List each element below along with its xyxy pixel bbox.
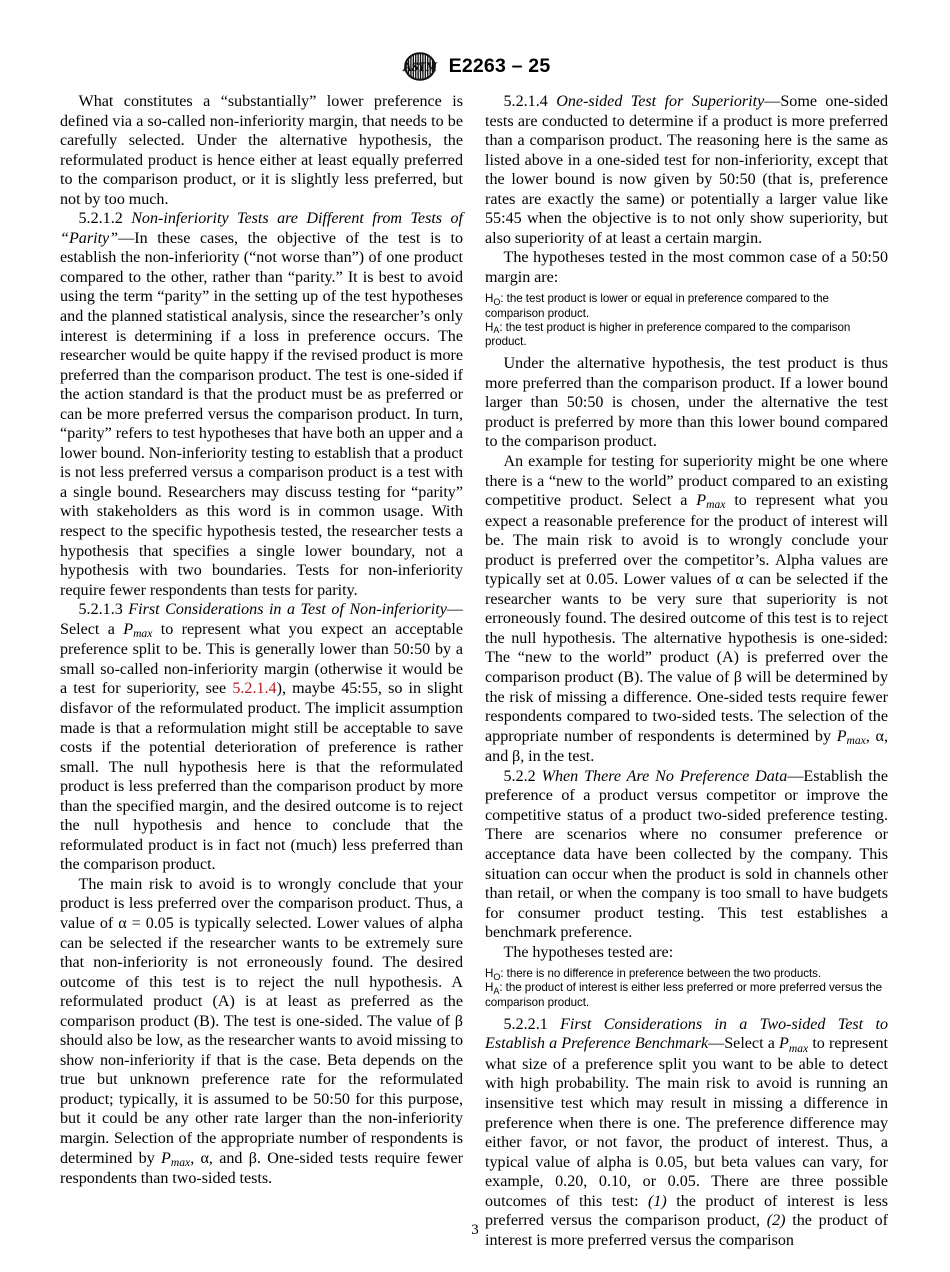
two-column-body [0,92,950,1250]
hypothesis-block-two-sided [485,967,888,1010]
paragraph-text-b: to represent what you expect a reasonable preference for the product of interest will be. The main risk to avoid is to wrongly conclude your product is preferred over the competitor’s. Alpha values are typically set at 0.05. Lower values of α can be selected if the researcher wants to be very sure that superiority is not erroneously found. The desired outcome of this test is to reject the null hypothesis. The alternative hypothesis is one-sided: The “new to the world” product (A) is preferred over the comparison product (B). The value of β will be determined by the risk of missing a difference. One-sided tests require fewer respondents compared to two-sided tests. The selection of the appropriate number of respondents is determined by [485,492,888,745]
paragraph-text-a: An example for testing for superiority might be one where there is a “new to the world” product compared to an existing competitive product. Select a [485,453,888,510]
section-5-2-1-3 [60,600,463,875]
section-5-2-1-4 [485,92,888,248]
em-dash: — [446,601,463,619]
paragraph-text-c: , α, and β, in the test. [485,727,888,766]
section-text-c: the product of interest is less preferred versus the comparison product, [485,1192,888,1230]
section-text-b: to represent what size of a preference split you want to be able to detect with high probability. The main risk to avoid is running an insensitive test which may result in missing a difference in preference when there is one. The preference difference may either favor, or not favor, the product of interest. Thus, a typical value of alpha is 0.05, but beta values can vary, for example, 0.20, 0.10, or 0.05. There are three possible outcomes of this test: [485,1035,888,1210]
section-text: In these cases, the objective of the test is to establish the non-inferiority (“not worse than”) of one product compared to the other, rather than “parity.” It is best to avoid using the term “parity” in the setting up of the test hypotheses and the planned statistical analysis, since the researcher’s only interest is determining if a loss in preference occurs. The researcher would be quite happy if the revised product is more preferred than the comparison product. The test is one-sided if the action standard is that the product must be as preferred or can be more preferred versus the comparison product. In turn, “parity” refers to test hypotheses that have both an upper and a lower bound. Non-inferiority testing to establish that a product is not less preferred versus a comparison product is a test with a single bound. Researchers may discuss testing for “parity” with stakeholders as this word is in common usage. With respect to the specific hypothesis tested, the researcher tests a hypothesis that specifies a single lower boundary, not a hypothesis with two boundaries. Tests for non-inferiority require fewer respondents than tests for parity. [60,229,463,599]
paragraph-hypotheses-intro-1: The hypotheses tested in the most common case of a 50:50 margin are: [485,249,888,286]
variable-pmax: $P_{max}$ [696,492,726,512]
right-column [485,92,888,1250]
hypothesis-null [485,292,888,320]
variable-subscript: max [846,733,866,747]
paragraph-text-b: , α, and β. One-sided tests require fewer respondents than two-sided tests. [60,1149,463,1188]
em-dash: — [118,229,135,247]
section-title: First Considerations in a Two-sided Test to Establish a Preference Benchmark [485,1015,888,1053]
standard-designation: E2263 – 25 [448,54,551,77]
em-dash: — [787,767,804,785]
section-text-d: the product of interest is more preferred versus the comparison [485,1212,889,1249]
section-text: Some one-sided tests are conducted to determine if a product is more preferred than a comparison product. The reasoning here is the same as listed above in a one-sided test for non-inferiority, except that the lower bound is now given by 50:50 (that is, preference rates are exactly the same) or potentially a larger value like 55:45 when the objective is to not only show superiority, but also superiority of at least a certain margin. [485,93,888,247]
variable-pmax: $P_{max}$ [123,620,153,640]
section-text-c: ), maybe 45:55, so in slight disfavor of the reformulated product. The implicit assumption made is that a reformulation might still be acceptable to save costs if the potential deterioration of preference is rather small. The null hypothesis here is that the reformulated product is less preferred than the comparison product by more than the specified margin, and the desired outcome is to reject the null hypothesis and hence to conclude that the reformulated product is in fact not (much) less preferred than the comparison product. [60,680,463,874]
paragraph-hypotheses-intro-2: The hypotheses tested are: [503,943,674,961]
hypothesis-text: : the test product is lower or equal in preference compared to the comparison product. [485,292,829,320]
page-footer [0,1222,950,1239]
section-title: One-sided Test for Superiority [556,93,765,110]
section-number: 5.2.1.2 [78,210,123,228]
page-number: 3 [471,1222,479,1238]
hypothesis-subscript: O [493,296,501,307]
hypothesis-subscript: A [493,325,500,336]
cross-reference-link-5-2-1-4[interactable]: 5.2.1.4 [232,680,277,698]
hypothesis-symbol: $H_A$ [485,320,500,336]
section-title: First Considerations in a Test of Non-inferiority [128,601,447,619]
paragraph-main-risk-non-inferiority [60,875,463,1189]
paragraph-under-alternative-hypothesis: Under the alternative hypothesis, the test product is thus more preferred than the comparison product. If a lower bound larger than 50:50 is chosen, under the alternative the test product is preferred by more than this lower bound compared to the comparison product. [485,355,888,451]
section-text-a: Select a [60,620,124,638]
em-dash: — [764,93,781,110]
hypothesis-null [485,967,888,981]
hypothesis-symbol: $H_A$ [485,981,500,996]
section-5-2-2-1 [485,1015,888,1251]
hypothesis-block-one-sided [485,292,888,349]
hypothesis-text: : the product of interest is either less preferred or more preferred versus the comparison product. [485,981,882,1009]
section-number: 5.2.2.1 [503,1015,548,1033]
section-number: 5.2.1.3 [78,601,123,619]
em-dash: — [708,1035,725,1053]
section-title: When There Are No Preference Data [541,767,788,785]
svg-text:ASTM: ASTM [402,59,437,74]
hypothesis-symbol: $H_O$ [485,292,501,307]
section-title: Non-inferiority Tests are Different from Tests of “Parity” [60,210,464,247]
hypothesis-alternative [485,981,888,1009]
section-5-2-2 [485,767,888,943]
paragraph-example-superiority [485,452,888,767]
page-header [0,44,950,88]
left-column [60,92,463,1250]
variable-subscript: max [133,627,153,640]
section-text-b: to represent what you expect an acceptable preference split to be. This is generally lower than 50:50 by a small so-called non-inferiority margin (otherwise it would be a test for superiority, see [60,620,463,698]
hypothesis-text: : the test product is higher in preference compared to the comparison product. [485,320,851,349]
variable-pmax: $P_{max}$ [836,727,866,747]
variable-pmax: $P_{max}$ [161,1149,191,1169]
section-5-2-1-2 [60,209,463,600]
paragraph-substantially-lower-preference: What constitutes a “substantially” lower preference is defined via a so-called non-inferiority margin, that needs to be carefully selected. Under the alternative hypothesis, the reformulated product is hence either at least equally preferred to the comparison product, or it is slightly less preferred, but not by too much. [60,93,463,208]
variable-pmax: $P_{max}$ [779,1035,809,1055]
enumerator-1: (1) [648,1192,667,1210]
variable-subscript: max [788,1041,809,1055]
enumerator-2: (2) [766,1212,786,1230]
hypothesis-alternative [485,321,888,349]
hypothesis-subscript: A [493,985,500,996]
hypothesis-symbol: $H_O$ [485,967,501,982]
hypothesis-text: : there is no difference in preference between the two products. [500,967,822,981]
section-text: Establish the preference of a product versus competitor or improve the competitive status of a product two-sided preference testing. There are scenarios where no consumer preference or acceptance data have been collected by the company. This situation can occur when the product is sold in channels other than retail, or when the company is too small to have budgets for consumer product testing. This test establishes a benchmark preference. [485,767,888,942]
paragraph-text-a: The main risk to avoid is to wrongly conclude that your product is less preferred over the comparison product. Thus, a value of α = 0.05 is typically selected. Lower values of alpha can be selected if the researcher wants to be extremely sure that non-inferiority is not erroneously found. The desired outcome of this test is to reject the null hypothesis. A reformulated product (A) is at least as preferred as the comparison product (B). The test is one-sided. The value of β should also be low, as the researcher wants to avoid missing to show non-inferiority if that is the case. Beta depends on the true but unknown preference rate for the reformulated product; typically, it is assumed to be 50:50 for this purpose, but it could be any other rate larger than the non-inferiority margin. Selection of the appropriate number of respondents is determined by [60,875,463,1167]
variable-subscript: max [706,498,726,512]
astm-logo-icon [400,50,440,83]
section-number: 5.2.2 [503,767,536,785]
section-text-a: Select a [724,1035,780,1053]
section-number: 5.2.1.4 [503,93,548,110]
variable-subscript: max [170,1155,191,1169]
hypothesis-subscript: O [493,971,501,982]
